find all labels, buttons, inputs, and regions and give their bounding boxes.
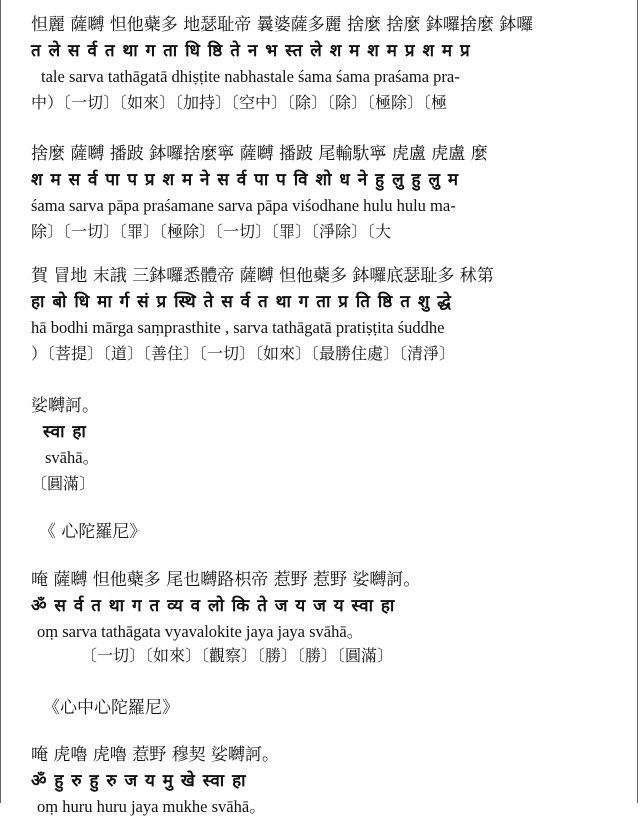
gloss-line: ）〔菩提〕〔道〕〔善住〕〔一切〕〔如來〕〔最勝住處〕〔清淨〕 (31, 344, 456, 363)
siddham-line: ॐ स र्व त था ग त व्य व लो कि ते ज य ज य स्वा हा (31, 596, 396, 616)
gloss-line: 〔一切〕〔如來〕〔觀察〕〔勝〕〔勝〕〔圓滿〕 (81, 646, 394, 665)
latin-line: hā bodhi mārga saṃprasthite , sarva tathāgatā pratiṣṭita śuddhe (31, 318, 445, 337)
siddham-line: ॐ हु रु हु रु ज य मु खे स्वा हा (31, 771, 247, 791)
latin-line: svāhā。 (45, 448, 100, 467)
latin-line: oṃ huru huru jaya mukhe svāhā。 (37, 797, 266, 816)
siddham-line: श म स र्व पा प प्र श म ने स र्व पा प वि शो ध ने हु लु हु लु म (31, 170, 460, 190)
siddham-line: त ले स र्व त था ग ता धि ष्ठि ते न भ स्त ले श म श म प्र श म प्र (31, 41, 471, 61)
gloss-line: 〔圓滿〕 (31, 474, 96, 493)
chinese-line: 怛麗 薩嚩 怛他蘗多 地瑟耻帝 曩婆薩多麗 捨麼 捨麼 鉢囉捨麼 鉢囉 (31, 15, 534, 35)
section-heading-heart-in-heart-dharani: 《心中心陀羅尼》 (43, 698, 179, 718)
chinese-line: 捨麼 薩嚩 播跛 鉢囉捨麼寧 薩嚩 播跛 尾輸馱寧 虎盧 虎盧 麼 (31, 144, 488, 164)
gloss-line: 中）〔一切〕〔如來〕〔加持〕〔空中〕〔除〕〔除〕〔極除〕〔極 (31, 93, 448, 112)
siddham-line: स्वा हा (43, 422, 87, 442)
chinese-line: 唵 虎嚕 虎嚕 惹野 穆契 娑嚩訶。 (31, 745, 280, 765)
latin-line: tale sarva tathāgatā dhiṣṭite nabhastale śama śama praśama pra- (41, 67, 460, 86)
latin-line: oṃ sarva tathāgata vyavalokite jaya jaya svāhā。 (37, 622, 364, 641)
chinese-line: 娑嚩訶。 (31, 396, 99, 416)
latin-line: śama sarva pāpa praśamane sarva pāpa viśodhane hulu hulu ma- (31, 196, 456, 215)
section-heading-heart-dharani: 《 心陀羅尼》 (39, 522, 147, 542)
chinese-line: 唵 薩嚩 怛他蘗多 尾也嚩路枳帝 惹野 惹野 娑嚩訶。 (31, 570, 421, 590)
gloss-line: 除〕〔一切〕〔罪〕〔極除〕〔一切〕〔罪〕〔淨除〕〔大 (31, 222, 392, 241)
siddham-line: हा बो धि मा र्ग सं प्र स्थि ते स र्व त था ग ता प्र ति ष्ठि त शु द्धे (31, 292, 452, 312)
chinese-line: 賀 冒地 末誐 三鉢囉悉體帝 薩嚩 怛他蘗多 鉢囉底瑟耻多 秫第 (31, 266, 494, 286)
